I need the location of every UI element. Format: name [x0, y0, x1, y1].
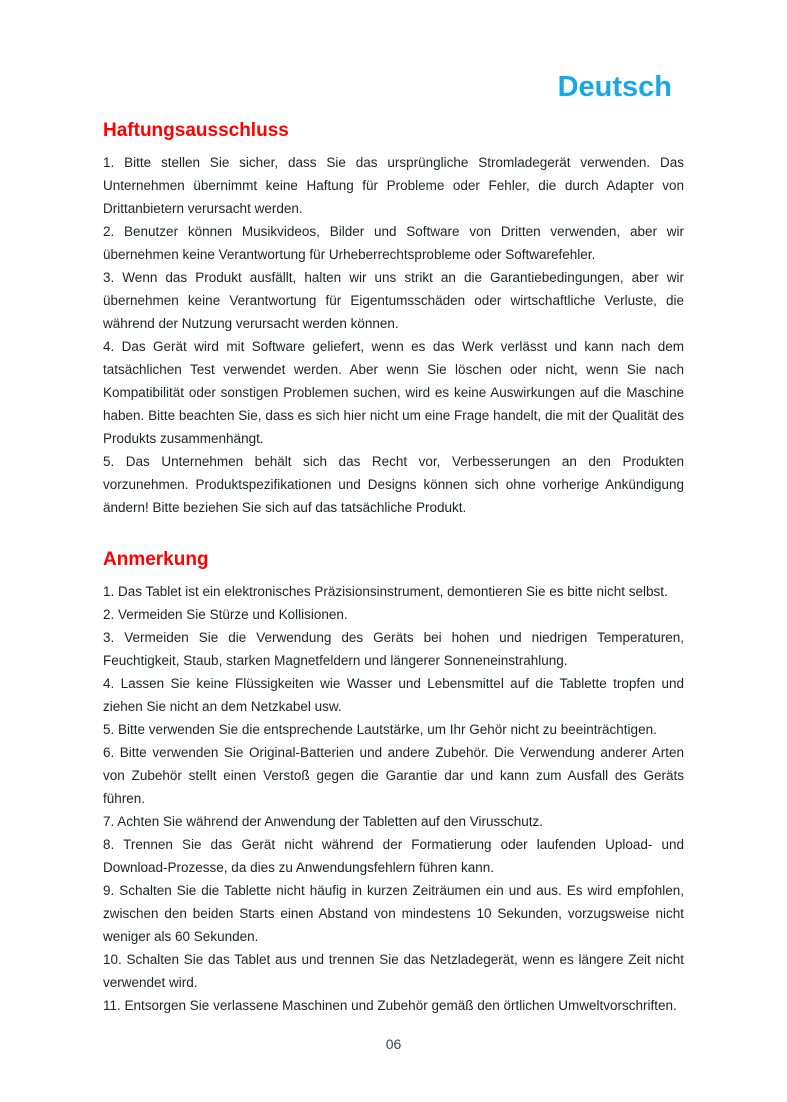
- section-disclaimer: [103, 120, 684, 519]
- note-item-5: 5. Bitte verwenden Sie die entsprechende Lautstärke, um Ihr Gehör nicht zu beeinträchtigen.: [103, 722, 657, 738]
- disclaimer-item-5: 5. Das Unternehmen behält sich das Recht vor, Verbesserungen an den Produkten vorzunehmen. Produktspezifikationen und Designs können sich ohne vorherige Ankündigung ändern! Bitte beziehen Sie sich auf das tatsächliche Produkt.: [103, 454, 684, 516]
- disclaimer-heading: Haftungsausschluss: [103, 120, 289, 142]
- disclaimer-item-3: 3. Wenn das Produkt ausfällt, halten wir uns strikt an die Garantiebedingungen, aber wir übernehmen keine Verantwortung für Eigentumsschäden oder wirtschaftliche Verluste, die während der Nutzung verursacht werden können.: [103, 270, 684, 332]
- note-item-9: 9. Schalten Sie die Tablette nicht häufig in kurzen Zeiträumen ein und aus. Es wird empfohlen, zwischen den beiden Starts einen Abstand von mindestens 10 Sekunden, vorzugsweise nicht weniger als 60 Sekunden.: [103, 883, 684, 945]
- disclaimer-item-4: 4. Das Gerät wird mit Software geliefert, wenn es das Werk verlässt und kann nach dem tatsächlichen Test verwendet werden. Aber wenn Sie löschen oder nicht, wenn Sie nach Kompatibilität oder sonstigen Problemen suchen, wird es keine Auswirkungen auf die Maschine haben. Bitte beachten Sie, dass es sich hier nicht um eine Frage handelt, die mit der Qualität des Produkts zusammenhängt.: [103, 339, 684, 447]
- note-item-10: 10. Schalten Sie das Tablet aus und trennen Sie das Netzladegerät, wenn es längere Zeit nicht verwendet wird.: [103, 952, 684, 991]
- page-number: 06: [385, 1036, 402, 1052]
- note-item-6: 6. Bitte verwenden Sie Original-Batterien und andere Zubehör. Die Verwendung anderer Arten von Zubehör stellt einen Verstoß gegen die Garantie dar und kann zum Ausfall des Geräts führen.: [103, 745, 684, 807]
- note-item-11: 11. Entsorgen Sie verlassene Maschinen und Zubehör gemäß den örtlichen Umweltvorschriften.: [103, 998, 677, 1014]
- disclaimer-item-1: 1. Bitte stellen Sie sicher, dass Sie das ursprüngliche Stromladegerät verwenden. Das Unternehmen übernimmt keine Haftung für Probleme oder Fehler, die durch Adapter von Drittanbietern verursacht werden.: [103, 155, 684, 217]
- section-note: [103, 549, 684, 1017]
- disclaimer-item-2: 2. Benutzer können Musikvideos, Bilder und Software von Dritten verwenden, aber wir übernehmen keine Verantwortung für Urheberrechtsprobleme oder Softwarefehler.: [103, 224, 684, 263]
- note-item-1: 1. Das Tablet ist ein elektronisches Präzisionsinstrument, demontieren Sie es bitte nicht selbst.: [103, 584, 668, 600]
- language-title: Deutsch: [557, 71, 672, 103]
- note-item-8: 8. Trennen Sie das Gerät nicht während der Formatierung oder laufenden Upload- und Download-Prozesse, da dies zu Anwendungsfehlern führen kann.: [103, 837, 684, 876]
- note-item-4: 4. Lassen Sie keine Flüssigkeiten wie Wasser und Lebensmittel auf die Tablette tropfen und ziehen Sie nicht an dem Netzkabel usw.: [103, 676, 684, 715]
- note-item-2: 2. Vermeiden Sie Stürze und Kollisionen.: [103, 607, 348, 623]
- note-item-7: 7. Achten Sie während der Anwendung der Tabletten auf den Virusschutz.: [103, 814, 544, 830]
- note-heading: Anmerkung: [103, 549, 209, 571]
- note-item-3: 3. Vermeiden Sie die Verwendung des Geräts bei hohen und niedrigen Temperaturen, Feuchtigkeit, Staub, starken Magnetfeldern und längerer Sonneneinstrahlung.: [103, 630, 684, 669]
